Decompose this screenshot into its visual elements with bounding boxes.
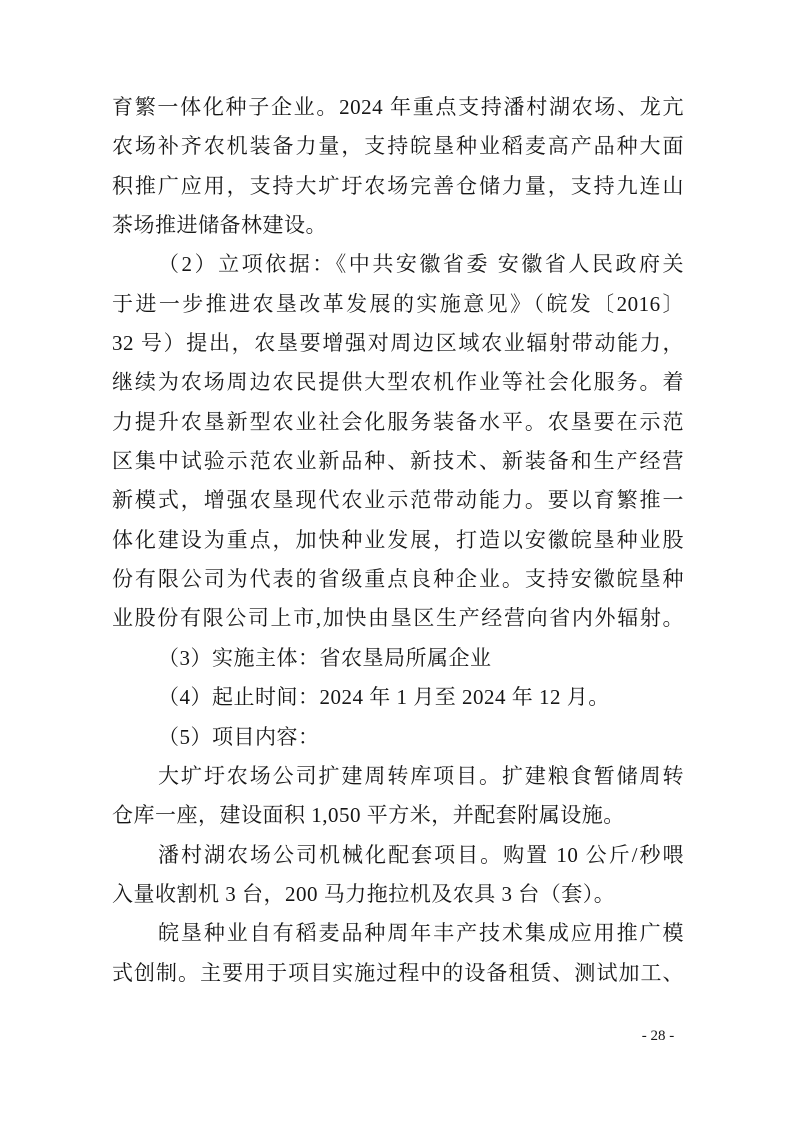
text-line: 新模式，增强农垦现代农业示范带动能力。要以育繁推一 bbox=[112, 488, 684, 513]
text-line: （3）实施主体：省农垦局所属企业 bbox=[158, 645, 492, 670]
paragraph bbox=[112, 678, 684, 717]
text-line: 力提升农垦新型农业社会化服务装备水平。农垦要在示范 bbox=[112, 409, 684, 434]
text-line: 式创制。主要用于项目实施过程中的设备租赁、测试加工、 bbox=[112, 960, 684, 985]
text-line: （4）起止时间：2024 年 1 月至 2024 年 12 月。 bbox=[158, 685, 610, 710]
page-number: - 28 - bbox=[641, 1028, 675, 1044]
paragraph bbox=[112, 245, 684, 638]
text-line: 潘村湖农场公司机械化配套项目。购置 10 公斤/秒喂 bbox=[158, 842, 684, 867]
text-line: 茶场推进储备林建设。 bbox=[112, 213, 327, 238]
text-line: 农场补齐农机装备力量，支持皖垦种业稻麦高产品种大面 bbox=[112, 134, 684, 159]
paragraph bbox=[112, 639, 684, 678]
text-line: 于进一步推进农垦改革发展的实施意见》（皖发〔2016〕 bbox=[112, 291, 684, 316]
text-line: （5）项目内容： bbox=[158, 724, 320, 749]
text-block bbox=[112, 88, 684, 993]
paragraph bbox=[112, 914, 684, 993]
text-line: 入量收割机 3 台，200 马力拖拉机及农具 3 台（套）。 bbox=[112, 881, 616, 906]
text-line: （2）立项依据：《中共安徽省委 安徽省人民政府关 bbox=[158, 252, 684, 277]
paragraph bbox=[112, 718, 684, 757]
paragraph bbox=[112, 88, 684, 245]
text-line: 份有限公司为代表的省级重点良种企业。支持安徽皖垦种 bbox=[112, 567, 684, 592]
text-line: 区集中试验示范农业新品种、新技术、新装备和生产经营 bbox=[112, 449, 684, 474]
text-line: 32 号）提出，农垦要增强对周边区域农业辐射带动能力， bbox=[112, 331, 684, 356]
paragraph bbox=[112, 836, 684, 915]
text-line: 皖垦种业自有稻麦品种周年丰产技术集成应用推广模 bbox=[158, 921, 684, 946]
text-line: 业股份有限公司上市,加快由垦区生产经营向省内外辐射。 bbox=[112, 606, 684, 631]
text-line: 大圹圩农场公司扩建周转库项目。扩建粮食暂储周转 bbox=[158, 763, 684, 788]
text-line: 仓库一座，建设面积 1,050 平方米，并配套附属设施。 bbox=[112, 803, 625, 828]
paragraph bbox=[112, 757, 684, 836]
text-line: 育繁一体化种子企业。2024 年重点支持潘村湖农场、龙亢 bbox=[112, 95, 684, 119]
text-line: 体化建设为重点，加快种业发展，打造以安徽皖垦种业股 bbox=[112, 527, 684, 552]
text-line: 积推广应用，支持大圹圩农场完善仓储力量，支持九连山 bbox=[112, 173, 684, 198]
text-line: 继续为农场周边农民提供大型农机作业等社会化服务。着 bbox=[112, 370, 684, 395]
